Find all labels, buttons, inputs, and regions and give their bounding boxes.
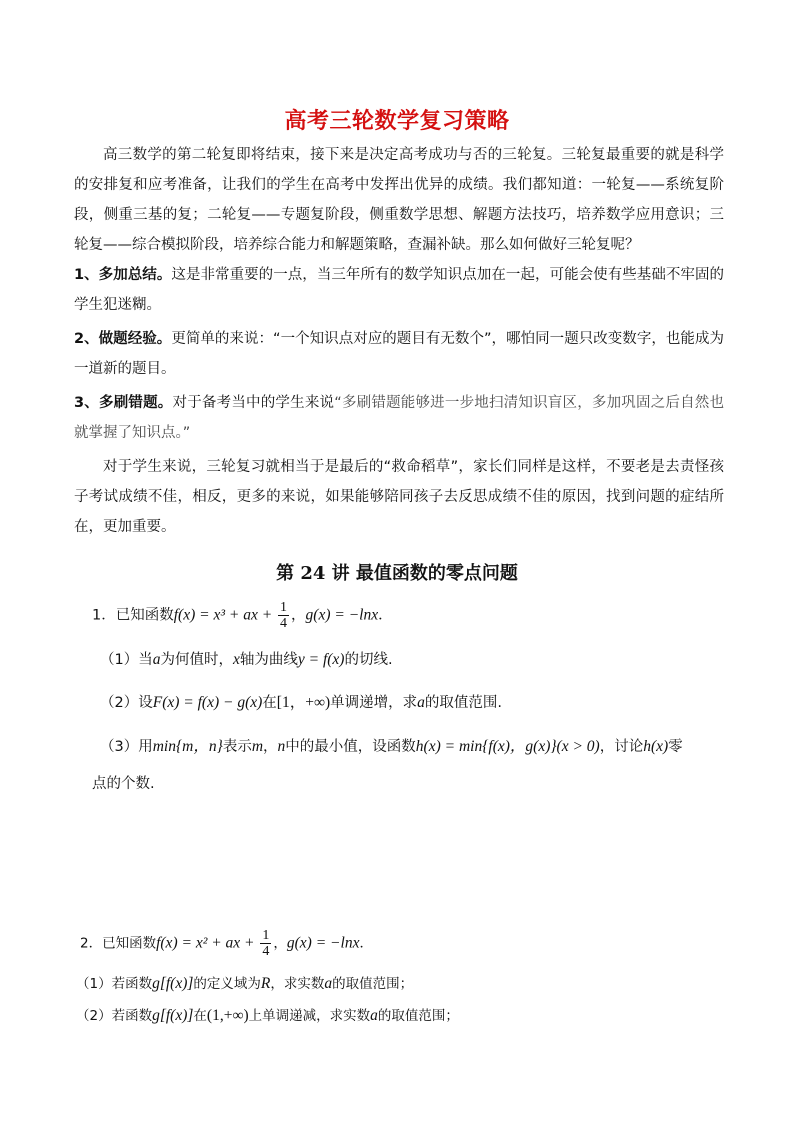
q2-function: F(x) = f(x) − g(x): [152, 694, 263, 711]
q1-text: 的定义域为: [193, 976, 261, 992]
problem-1-lead: 1．已知函数: [92, 607, 174, 624]
problem-2-q2: [76, 1004, 459, 1025]
fraction-numerator: 1: [280, 600, 288, 615]
q1-text: 为何值时，: [160, 652, 233, 668]
problem-1-q2: [100, 690, 502, 712]
q1-domain: R: [260, 975, 271, 992]
q1-text: （1）当: [100, 652, 153, 668]
tip-text-2: 更简单的来说：“一个知识点对应的题目有无数个”，哪怕同一题只改变数字，也能成为一道新的题目。: [74, 331, 724, 377]
q3-text: 点的个数.: [92, 776, 155, 792]
q1-text: 轴为曲线: [239, 652, 298, 668]
q2-text: 在: [193, 1008, 207, 1024]
q3-var-n: n: [277, 738, 286, 755]
problem-1-q1: [100, 648, 393, 669]
q2-text: （2）设: [100, 695, 153, 711]
q2-composite: g[f(x)]: [152, 1007, 194, 1024]
q2-text: 的取值范围.: [424, 695, 503, 711]
intro-paragraph: 高三数学的第二轮复即将结束，接下来是决定高考成功与否的三轮复。三轮复最重要的就是科学的安排复和应考准备，让我们的学生在高考中发挥出优异的成绩。我们都知道：一轮复——系统复阶段，侧重三基的复；二轮复——专题复阶段，侧重数学思想、解题方法技巧，培养数学应用意识；三轮复——综合模拟阶段，培养综合能力和解题策略，查漏补缺。那么如何做好三轮复呢？: [74, 147, 724, 253]
q1-var-a: a: [152, 651, 161, 668]
tip-item-1: [74, 260, 724, 320]
q3-min-notation: min{m，n}: [152, 738, 223, 755]
page-title: 高考三轮数学复习策略: [284, 109, 510, 134]
q3-text: ，讨论: [599, 739, 644, 755]
problem-1-f-def: f(x) = x³ + ax +: [173, 606, 277, 624]
q3-text: 表示: [222, 739, 252, 755]
tip-label-2: 2、做题经验。: [74, 331, 172, 347]
tip-text-1: 这是非常重要的一点，当三年所有的数学知识点加在一起，可能会使有些基础不牢固的学生犯迷糊。: [74, 267, 725, 313]
problem-2-statement: 2．已知函数f(x) = x² + ax + $\frac{1}{4}$ ，g(x) = −lnx．: [80, 928, 373, 959]
tip-label-3: 3、多刷错题。: [74, 395, 173, 411]
q1-text: 的切线.: [344, 652, 393, 668]
q3-text: 零: [668, 739, 683, 755]
q2-text: 的取值范围；: [377, 1008, 459, 1024]
problem-1-statement: 1．已知函数f(x) = x³ + ax + $\frac{1}{4}$ ，g(x) = −lnx．: [92, 600, 393, 631]
q2-interval: [1，+∞): [276, 694, 331, 711]
problem-2-q1: [76, 972, 413, 993]
intro-section: [74, 140, 724, 542]
q2-text: 单调递增，求: [330, 695, 418, 711]
q3-h: h(x): [643, 738, 669, 755]
problem-2-g-def: g(x) = −lnx: [286, 934, 360, 952]
q3-text: ，: [263, 739, 278, 755]
q1-var-x: x: [232, 651, 240, 668]
q1-var-a: a: [324, 975, 333, 992]
tip-text-3a: 对于备考当中的学生来说: [172, 395, 335, 411]
tip-label-1: 1、多加总结。: [74, 267, 172, 283]
problem-1-fraction: [278, 600, 289, 631]
q2-text: 上单调递减，求实数: [248, 1008, 371, 1024]
tip-item-3: [74, 388, 724, 448]
problem-1-q3: [100, 734, 740, 756]
problem-2-f-def: f(x) = x² + ax +: [156, 934, 259, 952]
closing-paragraph: 对于学生来说，三轮复习就相当于是最后的“救命稻草”，家长们同样是这样，不要老是去责怪孩子考试成绩不佳，相反，更多的来说，如果能够陪同孩子去反思成绩不佳的原因，找到问题的症结所在，更加重要。: [74, 459, 724, 535]
q3-text: （3）用: [100, 739, 153, 755]
tip-item-2: [74, 324, 724, 384]
fraction-denominator: 4: [280, 616, 288, 631]
q2-var-a: a: [370, 1007, 378, 1024]
q1-composite: g[f(x)]: [152, 975, 194, 992]
q3-var-m: m: [251, 738, 264, 755]
q3-h-def: h(x) = min{f(x)，g(x)}(x > 0): [415, 738, 600, 755]
problem-1-q3-cont: [92, 772, 155, 793]
q2-interval: (1,+∞): [206, 1007, 249, 1024]
q2-var-a: a: [417, 694, 425, 711]
q3-text: 中的最小值，设函数: [285, 739, 416, 755]
fraction-denominator: 4: [262, 944, 270, 959]
problem-1-g-def: g(x) = −lnx: [305, 606, 379, 624]
fraction-numerator: 1: [262, 928, 270, 943]
problem-2-fraction: [260, 928, 271, 959]
tip-text-3b: “多刷错题能够进一步地扫清知识盲区，多加巩固之后自然也就掌握了知识点。”: [74, 395, 725, 441]
problem-2-lead: 2．已知函数: [80, 935, 157, 952]
q2-text: 在: [262, 695, 277, 711]
q2-text: （2）若函数: [76, 1008, 153, 1024]
q1-text: ，求实数: [270, 976, 325, 992]
q1-text: 的取值范围；: [332, 976, 414, 992]
q1-curve: y = f(x): [297, 651, 345, 668]
lecture-title: 第 24 讲 最值函数的零点问题: [276, 563, 518, 584]
q1-text: （1）若函数: [76, 976, 153, 992]
